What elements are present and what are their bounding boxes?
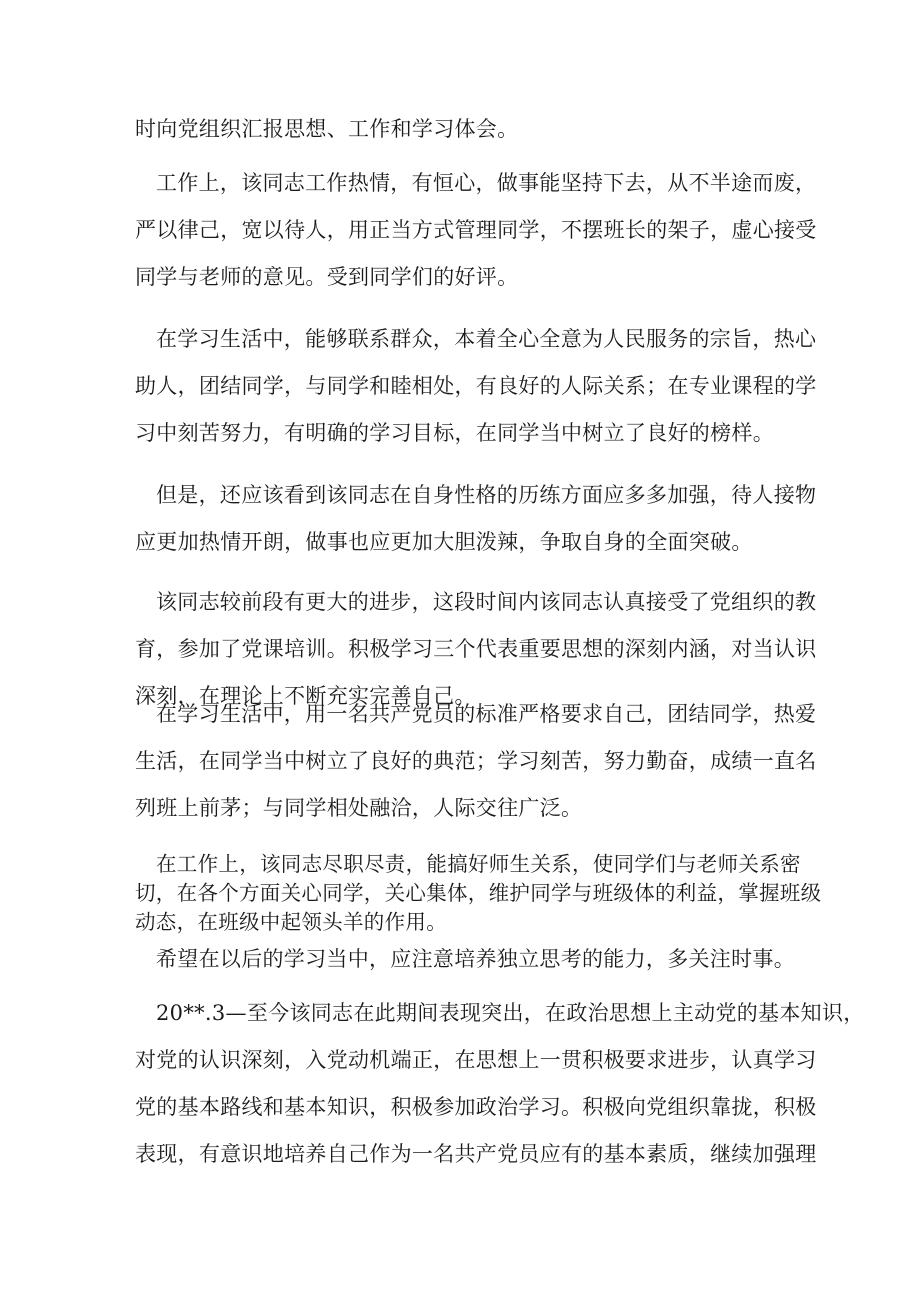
text-line: 时向党组织汇报思想、工作和学习体会。 [135,117,519,141]
paragraph-3 [135,316,817,457]
text-line: 列班上前茅；与同学相处融洽，人际交往广泛。 [135,796,583,820]
text-line: 动态，在班级中起领头羊的作用。 [135,910,447,934]
text-line: 20**.3—至今该同志在此期间表现突出，在政治思想上主动党的基本知识， [156,1001,865,1025]
text-line: 深刻，在理论上不断充实完善自己。 [135,684,476,708]
paragraph-9 [135,990,865,1178]
text-line: 在学习生活中，用一名共产党员的标准严格要求自己，团结同学，热爱 [156,702,817,726]
paragraph-1 [135,106,795,153]
paragraph-7 [135,850,822,937]
text-line: 应更加热情开朗，做事也应更加大胆泼辣，争取自身的全面突破。 [135,530,753,554]
text-line: 同学与老师的意见。受到同学们的好评。 [135,265,519,289]
paragraph-4 [135,472,817,566]
text-line: 对党的认识深刻，入党动机端正，在思想上一贯积极要求进步，认真学习 [135,1048,817,1072]
text-line: 表现，有意识地培养自己作为一名共产党员应有的基本素质，继续加强理 [135,1142,817,1166]
text-line: 在工作上，该同志尽职尽责，能搞好师生关系，使同学们与老师关系密 [156,852,801,876]
text-line: 该同志较前段有更大的进步，这段时间内该同志认真接受了党组织的教 [156,590,817,614]
text-line: 习中刻苦努力，有明确的学习目标，在同学当中树立了良好的榜样。 [135,421,774,445]
text-line: 育，参加了党课培训。积极学习三个代表重要思想的深刻内涵，对当认识 [135,637,817,661]
text-line: 党的基本路线和基本知识，积极参加政治学习。积极向党组织靠拢，积极 [135,1095,817,1119]
text-line: 在学习生活中，能够联系群众，本着全心全意为人民服务的宗旨，热心 [156,327,817,351]
text-line: 生活，在同学当中树立了良好的典范；学习刻苦，努力勤奋，成绩一直名 [135,749,817,773]
paragraph-6 [135,691,817,832]
paragraph-8 [135,936,795,983]
text-line: 严以律己，宽以待人，用正当方式管理同学，不摆班长的架子，虚心接受 [135,218,817,242]
text-line: 但是，还应该看到该同志在自身性格的历练方面应多多加强，待人接物 [156,483,817,507]
text-line: 希望在以后的学习当中，应注意培养独立思考的能力，多关注时事。 [156,947,795,971]
paragraph-2 [135,160,817,301]
text-line: 工作上，该同志工作热情，有恒心，做事能坚持下去，从不半途而废， [156,171,817,195]
text-line: 助人，团结同学，与同学和睦相处，有良好的人际关系；在专业课程的学 [135,374,817,398]
text-line: 切，在各个方面关心同学，关心集体，维护同学与班级体的利益，掌握班级 [135,881,822,905]
